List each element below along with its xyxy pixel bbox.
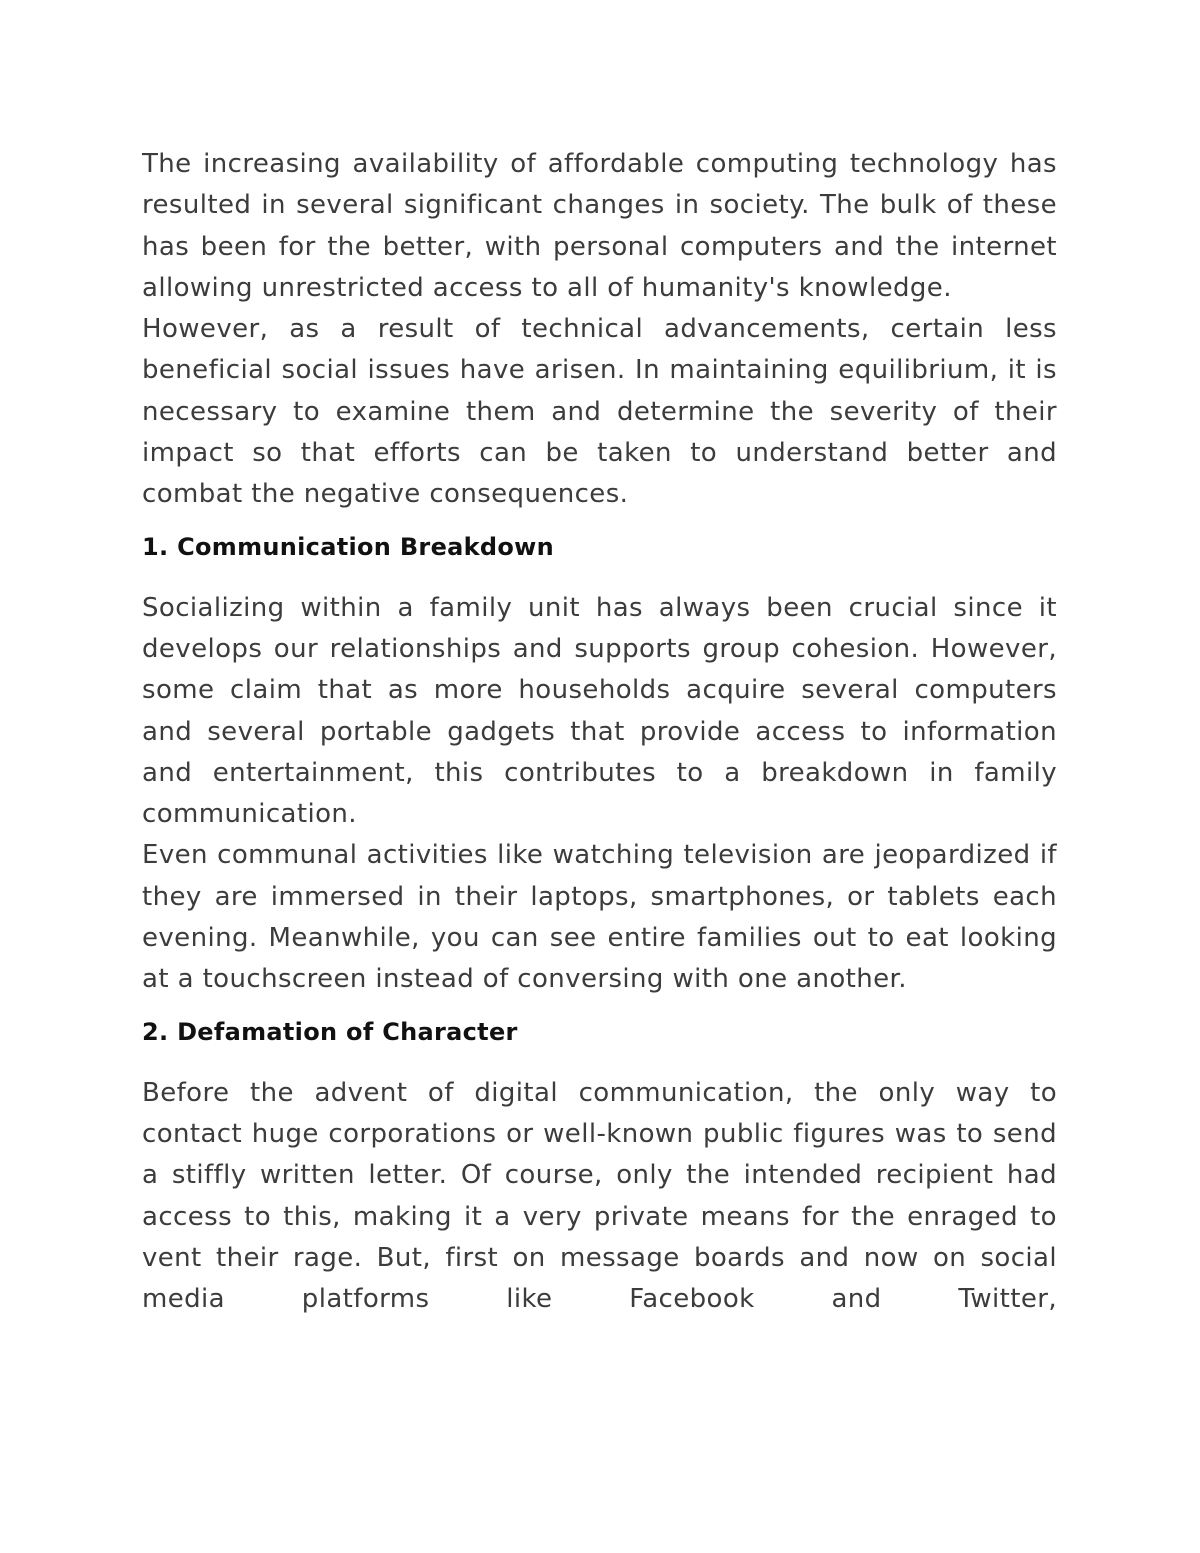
document-page (142, 144, 1057, 1320)
section-1-paragraph-2: Even communal activities like watching television are jeopardized if they are immersed in their laptops, smartphones, or tablets each evening. Meanwhile, you can see entire families out to eat looking at a touchscreen instead of conversing with one another. (142, 840, 1057, 995)
section-heading-defamation-of-character: 2. Defamation of Character (142, 1017, 518, 1046)
section-1-paragraph-1: Socializing within a family unit has always been crucial since it develops our relationships and supports group cohesion. However, some claim that as more households acquire several computers and several portable gadgets that provide access to information and entertainment, this contributes to a breakdown in family communication. (142, 592, 1057, 830)
section-heading-communication-breakdown: 1. Communication Breakdown (142, 532, 555, 561)
intro-paragraph-2: However, as a result of technical advancements, certain less beneficial social issues have arisen. In maintaining equilibrium, it is necessary to examine them and determine the severity of their impact so that efforts can be taken to understand better and combat the negative consequences. (142, 314, 1057, 510)
section-2-paragraph-1: Before the advent of digital communication, the only way to contact huge corporations or well-known public figures was to send a stiffly written letter. Of course, only the intended recipient had access to this, making it a very private means for the enraged to vent their rage. But, first on message boards and now on social media platforms like Facebook and Twitter, (142, 1077, 1057, 1315)
intro-paragraph-1: The increasing availability of affordable computing technology has resulted in several significant changes in society. The bulk of these has been for the better, with personal computers and the internet allowing unrestricted access to all of humanity's knowledge. (142, 149, 1057, 303)
